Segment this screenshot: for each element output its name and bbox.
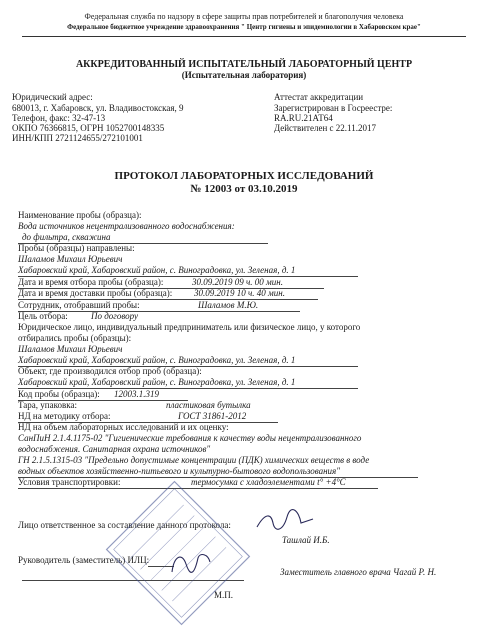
responsible-name: Ташлай И.Б. [282,535,330,545]
customer-address: Хабаровский край, Хабаровский район, с. Виноградовка, ул. Зеленая, д. 1 [18,355,296,365]
sampling-method-label: НД на методику отбора: [18,411,111,421]
accreditation-label: Аттестат аккредитации [274,92,364,102]
head-name: Заместитель главного врача Чагай Р. Н. [280,567,437,577]
sample-code: 12003.1.319 [114,389,159,399]
registry-label: Зарегистрирован в Госреестре: [274,103,393,113]
head-signature-icon [168,548,212,578]
sample-name: Вода источников нецентрализованного водоснабжения: [18,221,235,231]
header-divider [22,36,466,37]
delivery-datetime: 30.09.2019 10 ч. 40 мин. [194,288,286,298]
address-label: Юридический адрес: [12,92,93,102]
protocol-number: № 12003 от 03.10.2019 [190,183,298,195]
sampler-name: Шаламов М.Ю. [198,300,259,310]
responsible-label: Лицо ответственное за составление данного протокола: [18,520,231,530]
research-scope-1: СанПиН 2.1.4.1175-02 "Гигиенические требования к качеству воды нецентрализованного [18,433,362,443]
object-address: Хабаровский край, Хабаровский район, с. Виноградовка, ул. Зеленая, д. 1 [18,377,296,387]
sampling-method: ГОСТ 31861-2012 [178,411,247,421]
protocol-title: ПРОТОКОЛ ЛАБОРАТОРНЫХ ИССЛЕДОВАНИЙ [114,170,374,182]
purpose-label: Цель отбора: [18,311,68,321]
institution-name: Федеральное бюджетное учреждение здравоохранения " Центр гигиены и эпидемиологии в Хабаровском крае" [67,23,421,31]
agency-name: Федеральная служба по надзору в сфере защиты прав потребителей и благополучия человека [84,12,404,21]
head-label: Руководитель (заместитель) ИЛЦ: [18,555,150,565]
research-scope-2: водоснабжения. Санитарная охрана источников" [18,444,211,454]
research-scope-3: ГН 2.1.5.1315-03 "Предельно допустимые концентрации (ПДК) химических веществ в воде [18,455,370,465]
customer-name: Шаламов Михаил Юрьевич [18,344,123,354]
object-label: Объект, где производился отбор проб (образца): [18,366,202,376]
underline [18,488,378,489]
center-subtitle: (Испытательная лаборатория) [181,70,307,80]
phone: Телефон, факс: 32-47-13 [12,113,106,123]
okpo-ogrn: ОКПО 76366815, ОГРН 1052700148335 [12,123,165,133]
sample-code-label: Код пробы (образца): [18,389,100,399]
package: пластиковая бутылка [166,400,251,410]
package-label: Тара, упаковка: [18,400,77,410]
delivery-datetime-label: Дата и время доставки пробы (образца): [18,288,173,298]
sampling-datetime-label: Дата и время отбора пробы (образца): [18,277,164,287]
customer-label: Юридическое лицо, индивидуальный предприниматель или физическое лицо, у которого [18,322,361,332]
research-scope-label: НД на объем лабораторных исследований и их оценку: [18,422,229,432]
sent-by-name: Шаламов Михаил Юрьевич [18,254,123,264]
research-scope-4: водных объектов хозяйственно-питьевого и культурно-бытового водопользования" [18,466,341,476]
address: 680013, г. Хабаровск, ул. Владивостокская, 9 [12,103,184,113]
sampler-label: Сотрудник, отобравший пробы: [18,300,140,310]
sent-by-label: Пробы (образцы) направлены: [18,243,135,253]
sampling-datetime: 30.09.2019 09 ч. 00 мин. [192,277,284,287]
transport: термосумка с хладоэлементами t° +4°С [191,477,346,487]
accreditation-valid: Действителен с 22.11.2017 [274,123,376,133]
transport-label: Условия транспортировки: [18,477,121,487]
sample-name-label: Наименование пробы (образца): [18,210,142,220]
purpose: По договору [91,311,138,321]
sent-by-address: Хабаровский край, Хабаровский район, с. Виноградовка, ул. Зеленая, д. 1 [18,265,296,275]
inn-kpp: ИНН/КПП 2721124655/272101001 [12,133,143,143]
sample-name-detail: до фильтра, скважина [22,232,111,242]
accreditation-number: RA.RU.21АТ64 [274,113,333,123]
responsible-signature-icon [255,509,315,533]
seal-label: М.П. [214,590,234,600]
center-title: АККРЕДИТОВАННЫЙ ИСПЫТАТЕЛЬНЫЙ ЛАБОРАТОРНЫЙ ЦЕНТР [75,59,413,70]
customer-label-cont: отбирались пробы (образцы): [18,333,132,343]
